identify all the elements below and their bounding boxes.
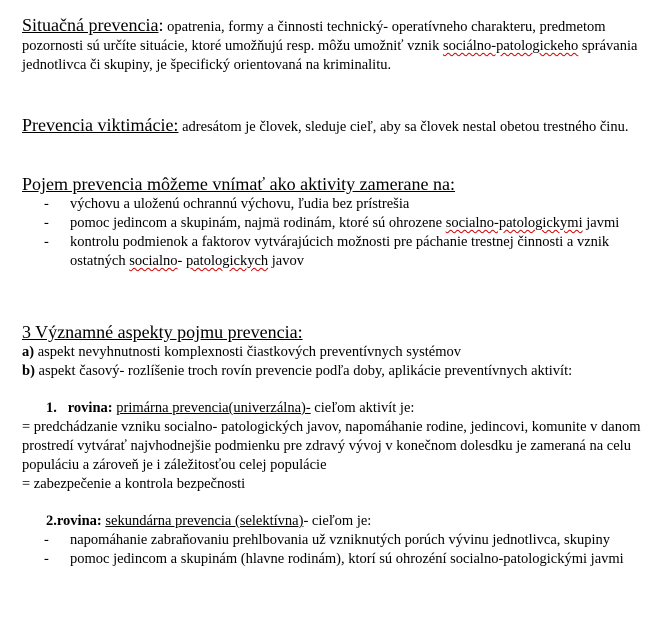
rovina-term: sekundárna prevencia (selektívna) (105, 513, 304, 529)
pojem-prevencia-heading: Pojem prevencia môžeme vnímať ako aktivity zamerane na: (22, 174, 456, 194)
paragraph-text: adresátom je človek, sleduje cieľ, aby sa človek nestal obetou trestného činu. (178, 119, 629, 135)
spellcheck-word: socialno-patologickymi (445, 215, 583, 231)
spellcheck-word: patologickych (186, 253, 269, 269)
aktivity-list (22, 195, 642, 271)
list-item-text: javmi (582, 215, 620, 231)
heading-colon: : (158, 15, 164, 35)
list-item (22, 233, 642, 271)
aspect-text: aspekt časový- rozlíšenie troch rovín prevencie podľa doby, aplikácie preventívnych aktivít: (34, 363, 573, 379)
aspect-a (22, 343, 642, 362)
vyznamne-aspekty-section (22, 321, 642, 569)
rovina-2 (22, 512, 642, 531)
list-item-text: pomoc jedincom a skupinám, najmä rodinám, ktoré sú ohrozene (70, 215, 446, 231)
list-item (22, 531, 642, 550)
list-item-text: kontrolu podmienok a faktorov vytvárajúcich možnosti pre páchanie trestnej činnosti a vznik ostatných (70, 234, 610, 269)
list-item-text: pomoc jedincom a skupinám (hlavne rodinám), ktorí sú ohrozéní socialno-patologickými javmi (70, 551, 624, 567)
spellcheck-word: socialno (129, 253, 178, 269)
rovina-2-list (22, 531, 642, 569)
prevencia-viktimacie-paragraph (22, 116, 628, 137)
rovina-text: cieľom aktivít je: (310, 400, 415, 416)
rovina-1-body: = predchádzanie vzniku socialno- patologických javov, napomáhanie rodine, jedincovi, komunite v danom prostredí vytvárať najvhodnejšie podmienku pre zdravý vývoj v konečnom dolesdku je zameraná na celu populáciu a zároveň je i záležitosťou celej populácie (22, 419, 641, 473)
rovina-label: rovina: (67, 400, 113, 416)
list-item-text: napomáhanie zabraňovaniu prehlbovania už vzniknutých porúch vývinu jednotlivca, skupiny (70, 532, 610, 548)
aspect-b (22, 362, 642, 381)
aspect-text: aspekt nevyhnutnosti komplexnosti čiastkových preventívnych systémov (34, 344, 461, 360)
rovina-text: - cieľom je: (303, 513, 372, 529)
list-item-text: javov (268, 253, 304, 269)
list-item-text: - (177, 253, 186, 269)
rovina-label: 2.rovina: (46, 513, 102, 529)
list-item (22, 214, 642, 233)
situacna-prevencia-heading: Situačná prevencia (22, 15, 159, 35)
pojem-prevencia-section (22, 173, 642, 271)
list-item (22, 550, 642, 569)
spellcheck-word: sociálno-patologickeho (442, 38, 579, 54)
paragraph-text: správania jednotlivca či skupiny, je špecifický orientovaná na kriminalitu. (22, 38, 638, 73)
vyznamne-aspekty-heading: 3 Významné aspekty pojmu prevencia: (22, 322, 303, 342)
rovina-1-body-2: = zabezpečenie a kontrola bezpečnosti (22, 476, 246, 492)
rovina-number: 1. (46, 400, 57, 416)
paragraph-text: opatrenia, formy a činnosti technický- operatívneho charakteru, predmetom pozornosti sú určíte situácie, ktoré umožňujú resp. môžu umožniť vznik (22, 19, 606, 54)
aspect-label: a) (22, 344, 35, 360)
aspect-label: b) (22, 363, 35, 379)
list-item-text: výchovu a uloženú ochrannú výchovu, ľudia bez prístrešia (70, 196, 410, 212)
situacna-prevencia-paragraph (22, 16, 642, 75)
rovina-term: primárna prevencia(univerzálna)- (116, 400, 311, 416)
prevencia-viktimacie-heading: Prevencia viktimácie: (22, 115, 179, 135)
rovina-1 (22, 399, 642, 418)
list-item (22, 195, 642, 214)
